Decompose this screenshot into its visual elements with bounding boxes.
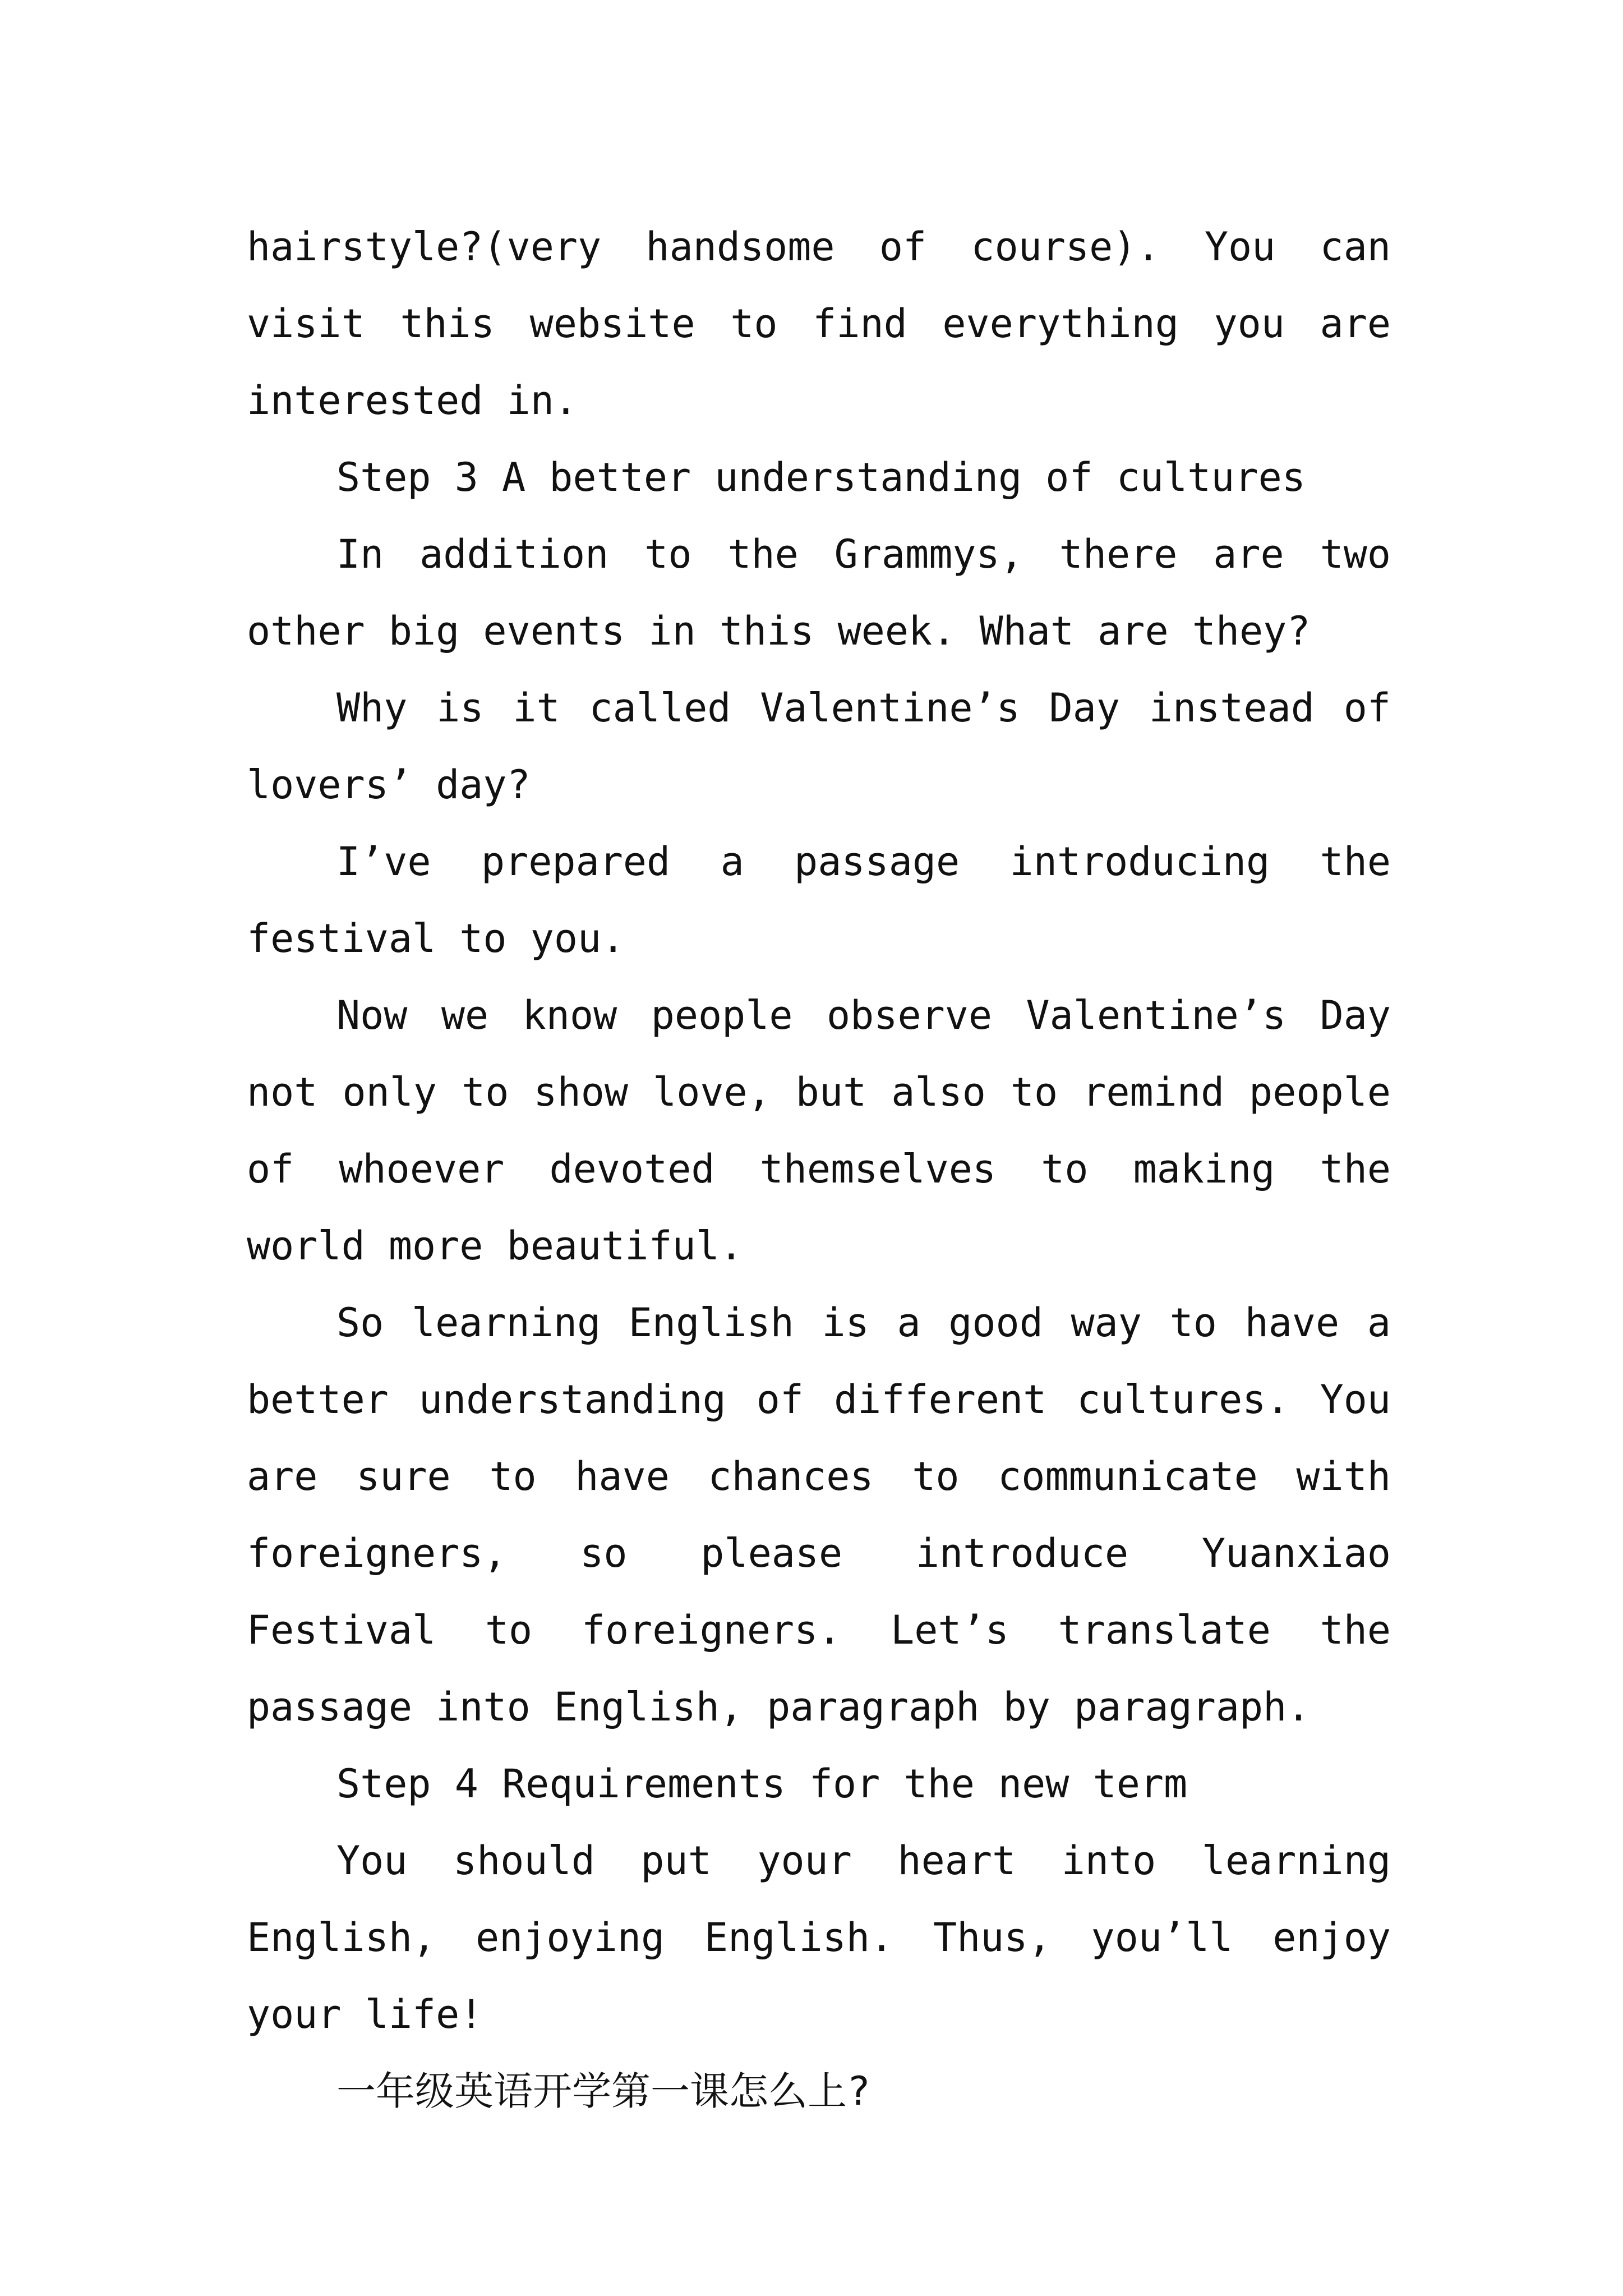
paragraph-4: Why is it called Valentine’s Day instead of lovers’ day? xyxy=(247,685,1391,808)
paragraph-chinese-heading: 一年级英语开学第一课怎么上? xyxy=(336,2068,871,2114)
paragraph-7: So learning English is a good way to have a better understanding of different cultures. You are sure to have chances to communicate with foreigners, so please introduce Yuanxiao Festival to foreigners. Let’s translate the passage into English, paragraph by paragraph. xyxy=(247,1300,1391,1730)
body-text xyxy=(247,209,1391,2130)
paragraph-3: In addition to the Grammys, there are two other big events in this week. What are they? xyxy=(247,531,1391,654)
paragraph-step-4-heading: Step 4 Requirements for the new term xyxy=(336,1761,1188,1807)
paragraph-6: Now we know people observe Valentine’s Day not only to show love, but also to remind people of whoever devoted themselves to making the world more beautiful. xyxy=(247,992,1391,1269)
paragraph-step-3-heading: Step 3 A better understanding of cultures xyxy=(336,454,1306,500)
paragraph-1: hairstyle?(very handsome of course). You can visit this website to find everything you are interested in. xyxy=(247,224,1391,424)
paragraph-9: You should put your heart into learning English, enjoying English. Thus, you’ll enjoy your life! xyxy=(247,1838,1391,2037)
paragraph-5: I’ve prepared a passage introducing the festival to you. xyxy=(247,839,1391,961)
